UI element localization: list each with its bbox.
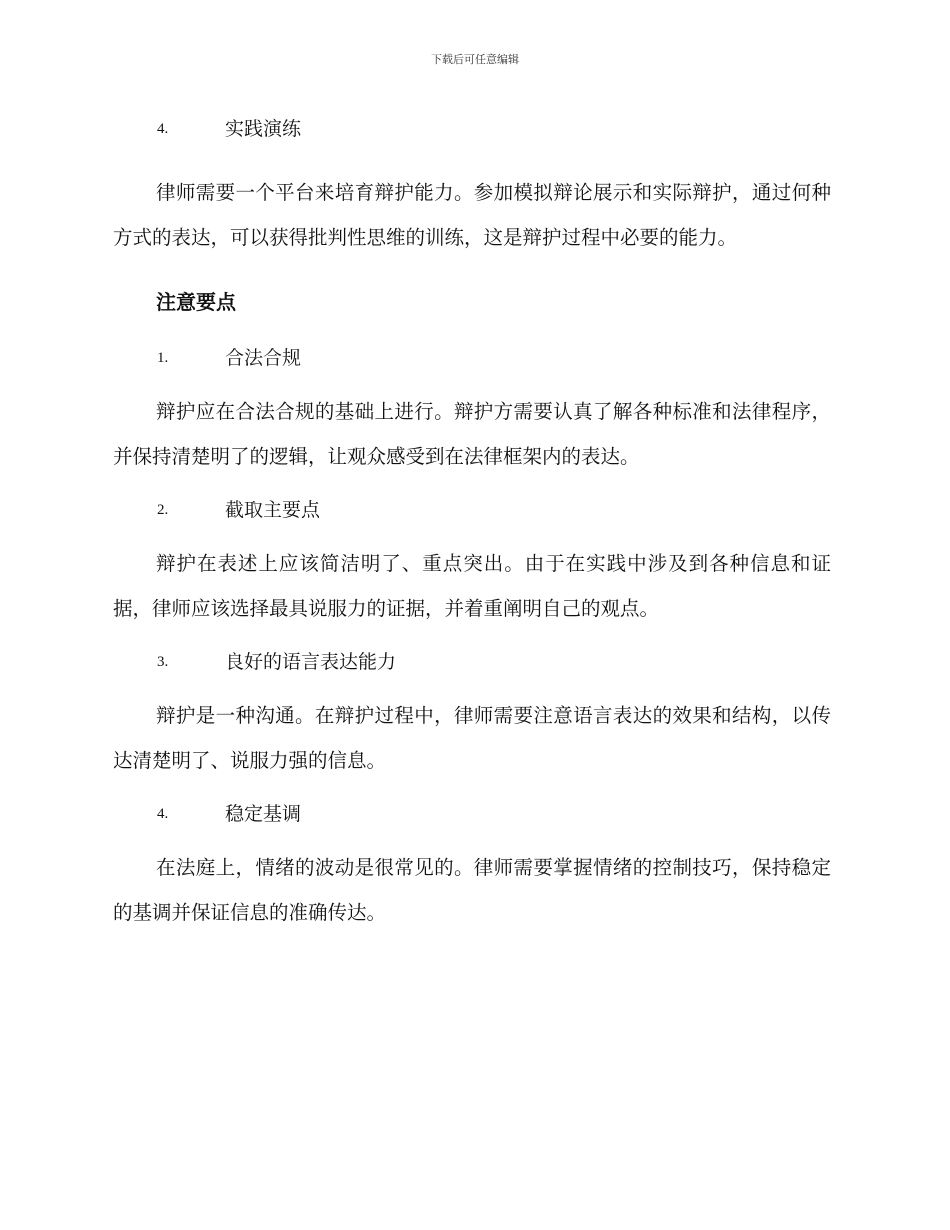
- note-item-paragraph: 辩护应在合法合规的基础上进行。辩护方需要认真了解各种标准和法律程序，并保持清楚明了的逻辑，让观众感受到在法律框架内的表达。: [113, 400, 831, 468]
- note-item-number: 3.: [157, 654, 169, 670]
- note-item-paragraph: 在法庭上，情绪的波动是很常见的。律师需要掌握情绪的控制技巧，保持稳定的基调并保证信息的准确传达。: [113, 856, 831, 924]
- notes-heading: 注意要点: [156, 290, 236, 314]
- page-header: 下载后可任意编辑: [431, 53, 519, 66]
- note-item-title: [113, 797, 831, 831]
- note-item-title: [113, 493, 831, 527]
- section-practice-heading: 实践演练: [225, 118, 302, 140]
- section-practice-paragraph: 律师需要一个平台来培育辩护能力。参加模拟辩论展示和实际辩护，通过何种方式的表达，可以获得批判性思维的训练，这是辩护过程中必要的能力。: [113, 181, 831, 249]
- note-item-title: [113, 341, 831, 375]
- note-item-number: 2.: [157, 502, 169, 518]
- note-item-heading: 截取主要点: [225, 499, 321, 521]
- document-body: [113, 112, 831, 935]
- section-practice-number: 4.: [157, 121, 169, 137]
- note-item-paragraph: 辩护在表述上应该简洁明了、重点突出。由于在实践中涉及到各种信息和证据，律师应该选择最具说服力的证据，并着重阐明自己的观点。: [113, 552, 831, 620]
- note-item-heading: 合法合规: [225, 347, 302, 369]
- section-practice-title: [113, 112, 831, 146]
- note-item-heading: 良好的语言表达能力: [225, 651, 397, 673]
- note-item-heading: 稳定基调: [225, 803, 302, 825]
- note-item-paragraph: 辩护是一种沟通。在辩护过程中，律师需要注意语言表达的效果和结构，以传达清楚明了、说服力强的信息。: [113, 704, 831, 772]
- note-item-number: 4.: [157, 806, 169, 822]
- note-item-number: 1.: [157, 350, 169, 366]
- note-item-title: [113, 645, 831, 679]
